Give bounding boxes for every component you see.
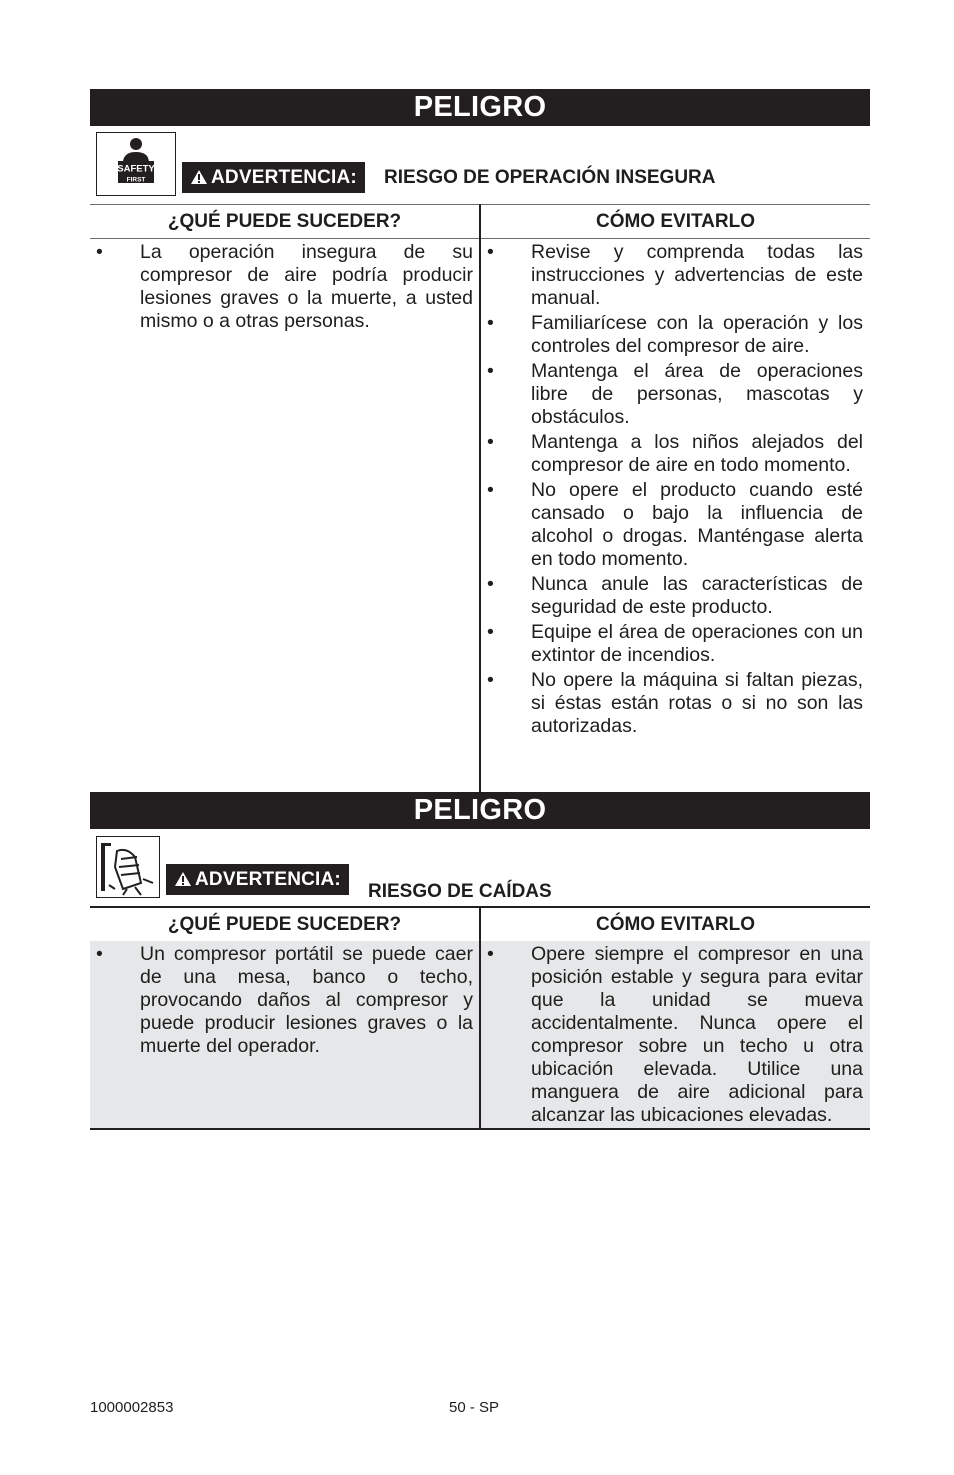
list-item-text: Equipe el área de operaciones con un extintor de incendios. [531,621,863,666]
list-item-text: Familiarícese con la operación y los controles del compresor de aire. [531,312,863,357]
list-item [90,241,473,333]
advertencia-label: ADVERTENCIA: [211,167,357,188]
falling-object-icon [96,836,160,898]
safety-icon-text-top: SAFETY [117,163,155,175]
bullet: • [487,312,494,334]
advertencia-label: ADVERTENCIA: [195,869,341,890]
list-item [90,943,473,1058]
bullet: • [487,621,494,643]
list-item [481,479,863,571]
bullet: • [96,241,103,263]
warning-triangle-icon [174,866,192,897]
page-number: 50 - SP [449,1399,500,1416]
bullet: • [487,431,494,453]
risk-title: RIESGO DE CAÍDAS [368,881,552,902]
what-can-happen-cell [90,241,473,335]
bullet: • [487,669,494,691]
bullet: • [487,479,494,501]
advertencia-badge [182,162,365,193]
safety-icon-text-bottom: FIRST [126,176,146,184]
header-what-can-happen: ¿QUÉ PUEDE SUCEDER? [167,914,402,935]
header-how-to-avoid: CÓMO EVITARLO [595,914,756,935]
danger-section-unsafe-operation [90,89,870,794]
bullet: • [96,943,103,965]
advertencia-badge [166,864,349,895]
falling-object-icon-graphic [97,837,159,897]
risk-title: RIESGO DE OPERACIÓN INSEGURA [384,167,716,188]
danger-banner: PELIGRO [90,792,870,829]
list-item-text: La operación insegura de su compresor de aire podría producir lesiones graves o la muerte, a usted mismo o a otras personas. [140,241,473,332]
list-item [481,431,863,477]
danger-banner: PELIGRO [90,89,870,126]
list-item-text: Mantenga el área de operaciones libre de personas, mascotas y obstáculos. [531,360,863,428]
list-item [481,312,863,358]
safety-first-icon [96,132,176,196]
list-item-text: Revise y comprenda todas las instrucciones y advertencias de este manual. [531,241,863,309]
list-item [481,360,863,429]
hazard-table [90,204,870,794]
column-divider [479,906,481,1130]
list-item-text: No opere la máquina si faltan piezas, si éstas están rotas o si no son las autorizadas. [531,669,863,737]
header-what-can-happen: ¿QUÉ PUEDE SUCEDER? [167,211,402,232]
danger-section-fall-risk [90,792,870,1132]
list-item-text: Opere siempre el compresor en una posición estable y segura para evitar que la unidad se mueva accidentalmente. Nunca opere el compresor sobre un techo u otra ubicación elevada. Utilice una manguera de aire adicional para alcanzar las ubicaciones elevadas. [531,943,863,1126]
how-to-avoid-cell [481,241,863,740]
bullet: • [487,573,494,595]
safety-first-icon-graphic [97,133,175,195]
document-number: 1000002853 [90,1399,174,1416]
bullet: • [487,943,494,965]
bullet: • [487,241,494,263]
what-can-happen-cell [90,943,473,1060]
header-how-to-avoid: CÓMO EVITARLO [595,211,756,232]
warning-triangle-icon [190,164,208,195]
list-item-text: Un compresor portátil se puede caer de una mesa, banco o techo, provocando daños al compresor y puede producir lesiones graves o la muerte del operador. [140,943,473,1057]
list-item [481,669,863,738]
list-item-text: Nunca anule las características de seguridad de este producto. [531,573,863,618]
list-item [481,943,863,1127]
list-item [481,621,863,667]
hazard-table [90,906,870,1130]
table-body [90,239,870,794]
list-item [481,241,863,310]
list-item [481,573,863,619]
how-to-avoid-cell [481,943,863,1129]
bullet: • [487,360,494,382]
list-item-text: No opere el producto cuando esté cansado o bajo la influencia de alcohol o drogas. Manténgase alerta en todo momento. [531,479,863,570]
list-item-text: Mantenga a los niños alejados del compresor de aire en todo momento. [531,431,863,476]
